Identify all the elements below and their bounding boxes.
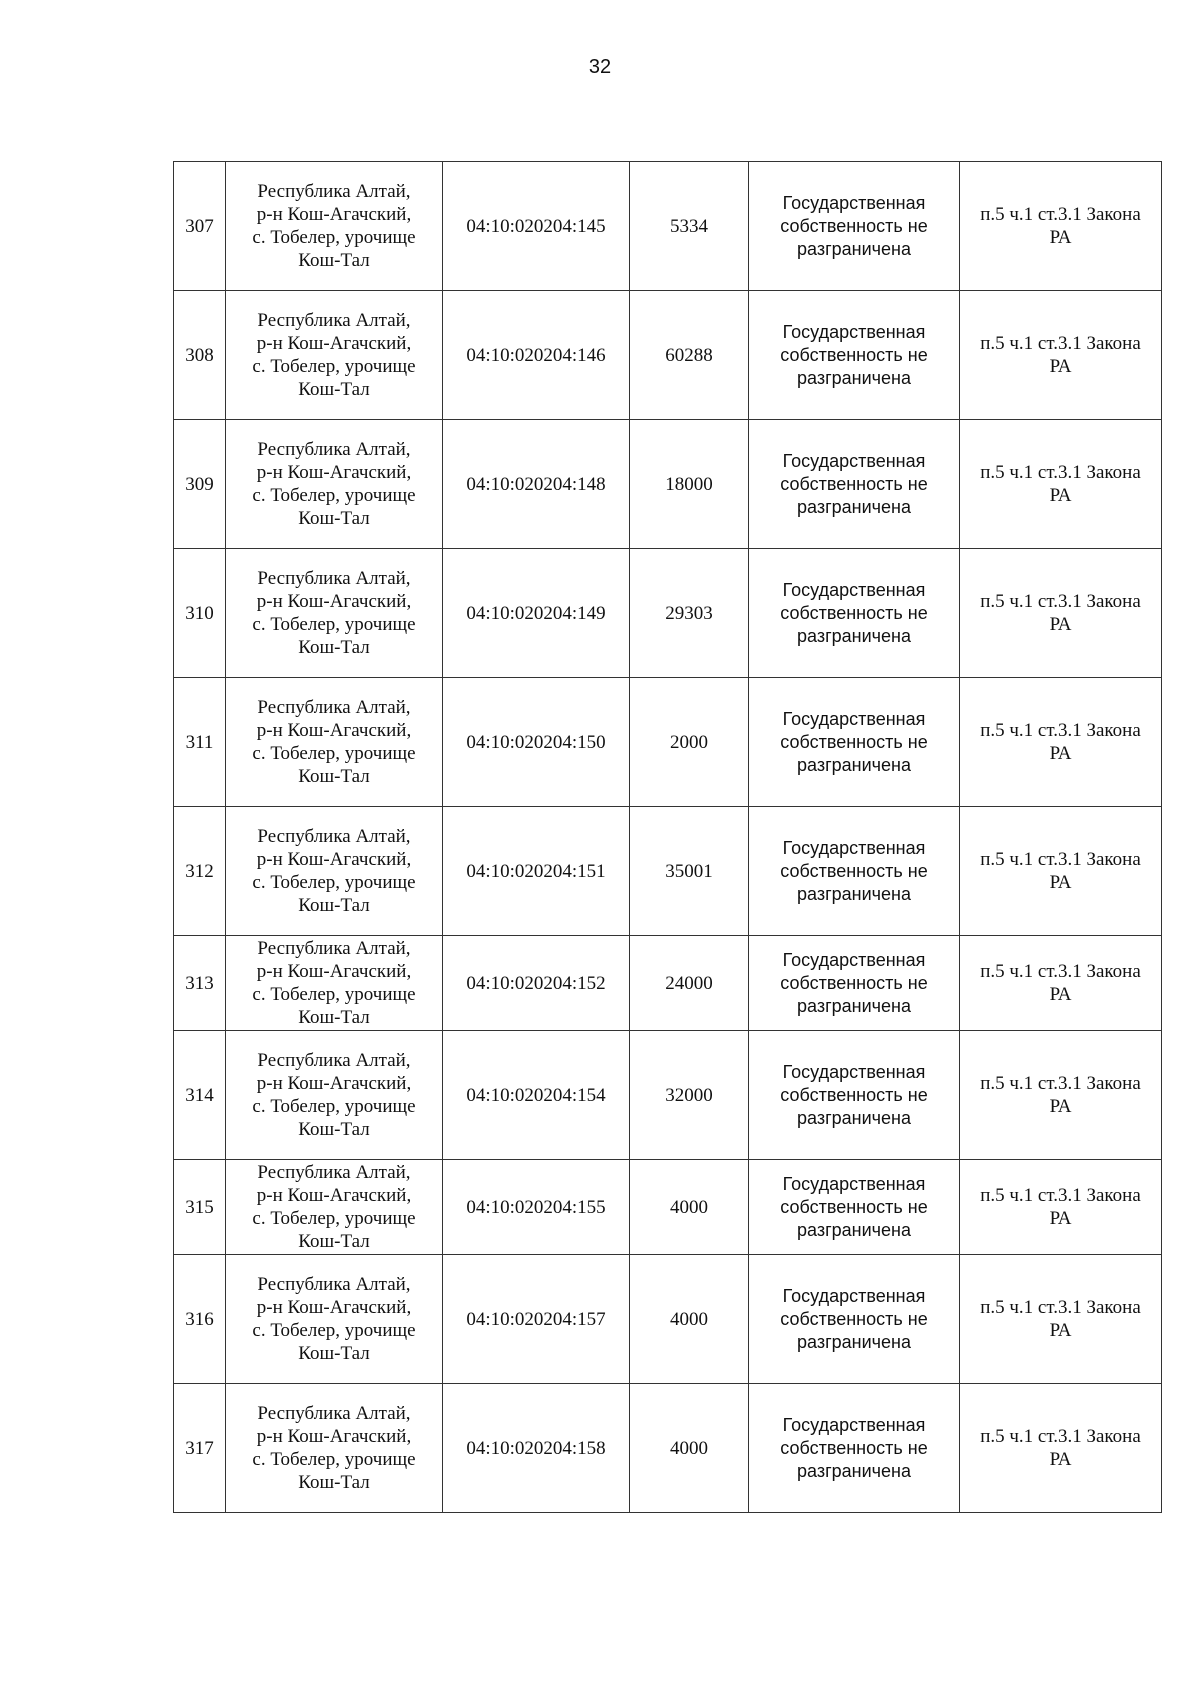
basis-line: п.5 ч.1 ст.3.1 Закона: [980, 849, 1141, 870]
ownership-line: собственность не: [780, 972, 928, 993]
cadastral-number-cell: 04:10:020204:151: [443, 807, 630, 936]
ownership-line: Государственная: [782, 579, 926, 600]
basis-line: п.5 ч.1 ст.3.1 Закона: [980, 204, 1141, 225]
address-line: р-н Кош-Агачский,: [256, 1297, 412, 1318]
row-number-cell: 314: [174, 1031, 226, 1160]
ownership-line: разграничена: [797, 754, 911, 775]
ownership-line: разграничена: [797, 1331, 911, 1352]
address-line: с. Тобелер, урочище: [252, 872, 416, 893]
area-cell: 29303: [630, 549, 749, 678]
address-line: р-н Кош-Агачский,: [256, 1426, 412, 1447]
basis-line: п.5 ч.1 ст.3.1 Закона: [980, 333, 1141, 354]
ownership-line: Государственная: [782, 1173, 926, 1194]
basis-line: РА: [1049, 1096, 1072, 1117]
address-line: р-н Кош-Агачский,: [256, 1185, 412, 1206]
cadastral-number-cell: 04:10:020204:149: [443, 549, 630, 678]
basis-line: п.5 ч.1 ст.3.1 Закона: [980, 961, 1141, 982]
table-row: [174, 549, 1162, 678]
area-cell: 24000: [630, 936, 749, 1031]
area-cell: 18000: [630, 420, 749, 549]
table-row: [174, 420, 1162, 549]
ownership-line: разграничена: [797, 1460, 911, 1481]
row-number-cell: 312: [174, 807, 226, 936]
address-line: Кош-Тал: [298, 1472, 370, 1493]
table-row: [174, 291, 1162, 420]
cadastral-number-cell: 04:10:020204:154: [443, 1031, 630, 1160]
address-line: Республика Алтай,: [257, 826, 411, 847]
ownership-line: Государственная: [782, 837, 926, 858]
basis-line: п.5 ч.1 ст.3.1 Закона: [980, 1426, 1141, 1447]
basis-line: РА: [1049, 743, 1072, 764]
area-cell: 60288: [630, 291, 749, 420]
address-line: Кош-Тал: [298, 1007, 370, 1028]
ownership-line: Государственная: [782, 1285, 926, 1306]
address-line: с. Тобелер, урочище: [252, 743, 416, 764]
address-line: р-н Кош-Агачский,: [256, 333, 412, 354]
legal-basis-cell: [960, 549, 1162, 678]
ownership-line: собственность не: [780, 1084, 928, 1105]
ownership-line: разграничена: [797, 995, 911, 1016]
cadastral-number-cell: 04:10:020204:157: [443, 1255, 630, 1384]
legal-basis-cell: [960, 678, 1162, 807]
ownership-line: собственность не: [780, 344, 928, 365]
ownership-line: собственность не: [780, 473, 928, 494]
address-line: Республика Алтай,: [257, 181, 411, 202]
legal-basis-cell: [960, 1384, 1162, 1513]
address-line: Кош-Тал: [298, 508, 370, 529]
address-line: с. Тобелер, урочище: [252, 1449, 416, 1470]
cadastral-number-cell: 04:10:020204:155: [443, 1160, 630, 1255]
legal-basis-cell: [960, 1031, 1162, 1160]
address-line: Республика Алтай,: [257, 1050, 411, 1071]
land-plots-table: [173, 161, 1162, 1513]
address-line: Кош-Тал: [298, 379, 370, 400]
address-line: Республика Алтай,: [257, 568, 411, 589]
address-line: Республика Алтай,: [257, 697, 411, 718]
address-line: с. Тобелер, урочище: [252, 1208, 416, 1229]
area-cell: 32000: [630, 1031, 749, 1160]
table-body: [174, 162, 1162, 1513]
address-line: Республика Алтай,: [257, 1274, 411, 1295]
address-line: с. Тобелер, урочище: [252, 1320, 416, 1341]
legal-basis-cell: [960, 162, 1162, 291]
table-row: [174, 678, 1162, 807]
basis-line: РА: [1049, 984, 1072, 1005]
address-line: р-н Кош-Агачский,: [256, 462, 412, 483]
area-cell: 4000: [630, 1255, 749, 1384]
basis-line: РА: [1049, 872, 1072, 893]
ownership-line: Государственная: [782, 192, 926, 213]
address-cell: [226, 1031, 443, 1160]
basis-line: РА: [1049, 356, 1072, 377]
ownership-line: разграничена: [797, 238, 911, 259]
row-number-cell: 316: [174, 1255, 226, 1384]
ownership-cell: [749, 936, 960, 1031]
ownership-line: Государственная: [782, 1414, 926, 1435]
row-number-cell: 310: [174, 549, 226, 678]
row-number-cell: 311: [174, 678, 226, 807]
address-line: Кош-Тал: [298, 766, 370, 787]
address-line: Кош-Тал: [298, 1231, 370, 1252]
row-number-cell: 313: [174, 936, 226, 1031]
address-line: р-н Кош-Агачский,: [256, 204, 412, 225]
ownership-cell: [749, 420, 960, 549]
table-row: [174, 1031, 1162, 1160]
address-cell: [226, 1160, 443, 1255]
address-line: р-н Кош-Агачский,: [256, 720, 412, 741]
cadastral-number-cell: 04:10:020204:158: [443, 1384, 630, 1513]
address-line: Кош-Тал: [298, 637, 370, 658]
address-cell: [226, 1384, 443, 1513]
cadastral-number-cell: 04:10:020204:146: [443, 291, 630, 420]
ownership-line: разграничена: [797, 1219, 911, 1240]
address-line: р-н Кош-Агачский,: [256, 591, 412, 612]
ownership-line: Государственная: [782, 949, 926, 970]
ownership-line: Государственная: [782, 708, 926, 729]
address-cell: [226, 420, 443, 549]
basis-line: п.5 ч.1 ст.3.1 Закона: [980, 1073, 1141, 1094]
basis-line: РА: [1049, 485, 1072, 506]
area-cell: 5334: [630, 162, 749, 291]
table-row: [174, 1255, 1162, 1384]
ownership-cell: [749, 1255, 960, 1384]
ownership-line: Государственная: [782, 1061, 926, 1082]
ownership-line: собственность не: [780, 1196, 928, 1217]
ownership-cell: [749, 1160, 960, 1255]
basis-line: п.5 ч.1 ст.3.1 Закона: [980, 462, 1141, 483]
address-line: Кош-Тал: [298, 1343, 370, 1364]
table-row: [174, 807, 1162, 936]
address-line: с. Тобелер, урочище: [252, 984, 416, 1005]
address-line: р-н Кош-Агачский,: [256, 961, 412, 982]
table-row: [174, 162, 1162, 291]
ownership-line: разграничена: [797, 1107, 911, 1128]
address-line: с. Тобелер, урочище: [252, 356, 416, 377]
basis-line: п.5 ч.1 ст.3.1 Закона: [980, 591, 1141, 612]
ownership-line: собственность не: [780, 731, 928, 752]
address-cell: [226, 291, 443, 420]
address-cell: [226, 936, 443, 1031]
ownership-line: разграничена: [797, 883, 911, 904]
ownership-cell: [749, 1384, 960, 1513]
table-row: [174, 1160, 1162, 1255]
table-row: [174, 1384, 1162, 1513]
ownership-line: собственность не: [780, 215, 928, 236]
legal-basis-cell: [960, 291, 1162, 420]
address-line: Кош-Тал: [298, 250, 370, 271]
ownership-cell: [749, 807, 960, 936]
ownership-line: собственность не: [780, 602, 928, 623]
ownership-cell: [749, 291, 960, 420]
address-line: Республика Алтай,: [257, 439, 411, 460]
area-cell: 4000: [630, 1160, 749, 1255]
legal-basis-cell: [960, 420, 1162, 549]
address-cell: [226, 678, 443, 807]
basis-line: РА: [1049, 227, 1072, 248]
basis-line: РА: [1049, 1320, 1072, 1341]
address-line: с. Тобелер, урочище: [252, 614, 416, 635]
ownership-line: Государственная: [782, 450, 926, 471]
address-line: р-н Кош-Агачский,: [256, 1073, 412, 1094]
table-row: [174, 936, 1162, 1031]
area-cell: 4000: [630, 1384, 749, 1513]
row-number-cell: 307: [174, 162, 226, 291]
row-number-cell: 315: [174, 1160, 226, 1255]
address-line: с. Тобелер, урочище: [252, 1096, 416, 1117]
area-cell: 35001: [630, 807, 749, 936]
basis-line: п.5 ч.1 ст.3.1 Закона: [980, 1297, 1141, 1318]
basis-line: п.5 ч.1 ст.3.1 Закона: [980, 720, 1141, 741]
row-number-cell: 309: [174, 420, 226, 549]
address-line: Республика Алтай,: [257, 310, 411, 331]
address-cell: [226, 549, 443, 678]
cadastral-number-cell: 04:10:020204:152: [443, 936, 630, 1031]
ownership-cell: [749, 549, 960, 678]
address-line: р-н Кош-Агачский,: [256, 849, 412, 870]
legal-basis-cell: [960, 1160, 1162, 1255]
basis-line: п.5 ч.1 ст.3.1 Закона: [980, 1185, 1141, 1206]
row-number-cell: 308: [174, 291, 226, 420]
cadastral-number-cell: 04:10:020204:145: [443, 162, 630, 291]
area-cell: 2000: [630, 678, 749, 807]
address-line: с. Тобелер, урочище: [252, 485, 416, 506]
legal-basis-cell: [960, 936, 1162, 1031]
ownership-cell: [749, 1031, 960, 1160]
address-cell: [226, 162, 443, 291]
address-line: Республика Алтай,: [257, 938, 411, 959]
basis-line: РА: [1049, 614, 1072, 635]
ownership-line: Государственная: [782, 321, 926, 342]
ownership-cell: [749, 162, 960, 291]
legal-basis-cell: [960, 807, 1162, 936]
basis-line: РА: [1049, 1449, 1072, 1470]
ownership-line: разграничена: [797, 625, 911, 646]
ownership-line: собственность не: [780, 860, 928, 881]
page-number: 32: [588, 56, 612, 78]
ownership-line: разграничена: [797, 496, 911, 517]
ownership-line: разграничена: [797, 367, 911, 388]
ownership-line: собственность не: [780, 1308, 928, 1329]
ownership-cell: [749, 678, 960, 807]
address-line: Республика Алтай,: [257, 1403, 411, 1424]
ownership-line: собственность не: [780, 1437, 928, 1458]
cadastral-number-cell: 04:10:020204:150: [443, 678, 630, 807]
legal-basis-cell: [960, 1255, 1162, 1384]
address-line: Кош-Тал: [298, 895, 370, 916]
address-line: Республика Алтай,: [257, 1162, 411, 1183]
row-number-cell: 317: [174, 1384, 226, 1513]
address-cell: [226, 807, 443, 936]
address-cell: [226, 1255, 443, 1384]
cadastral-number-cell: 04:10:020204:148: [443, 420, 630, 549]
basis-line: РА: [1049, 1208, 1072, 1229]
address-line: с. Тобелер, урочище: [252, 227, 416, 248]
address-line: Кош-Тал: [298, 1119, 370, 1140]
